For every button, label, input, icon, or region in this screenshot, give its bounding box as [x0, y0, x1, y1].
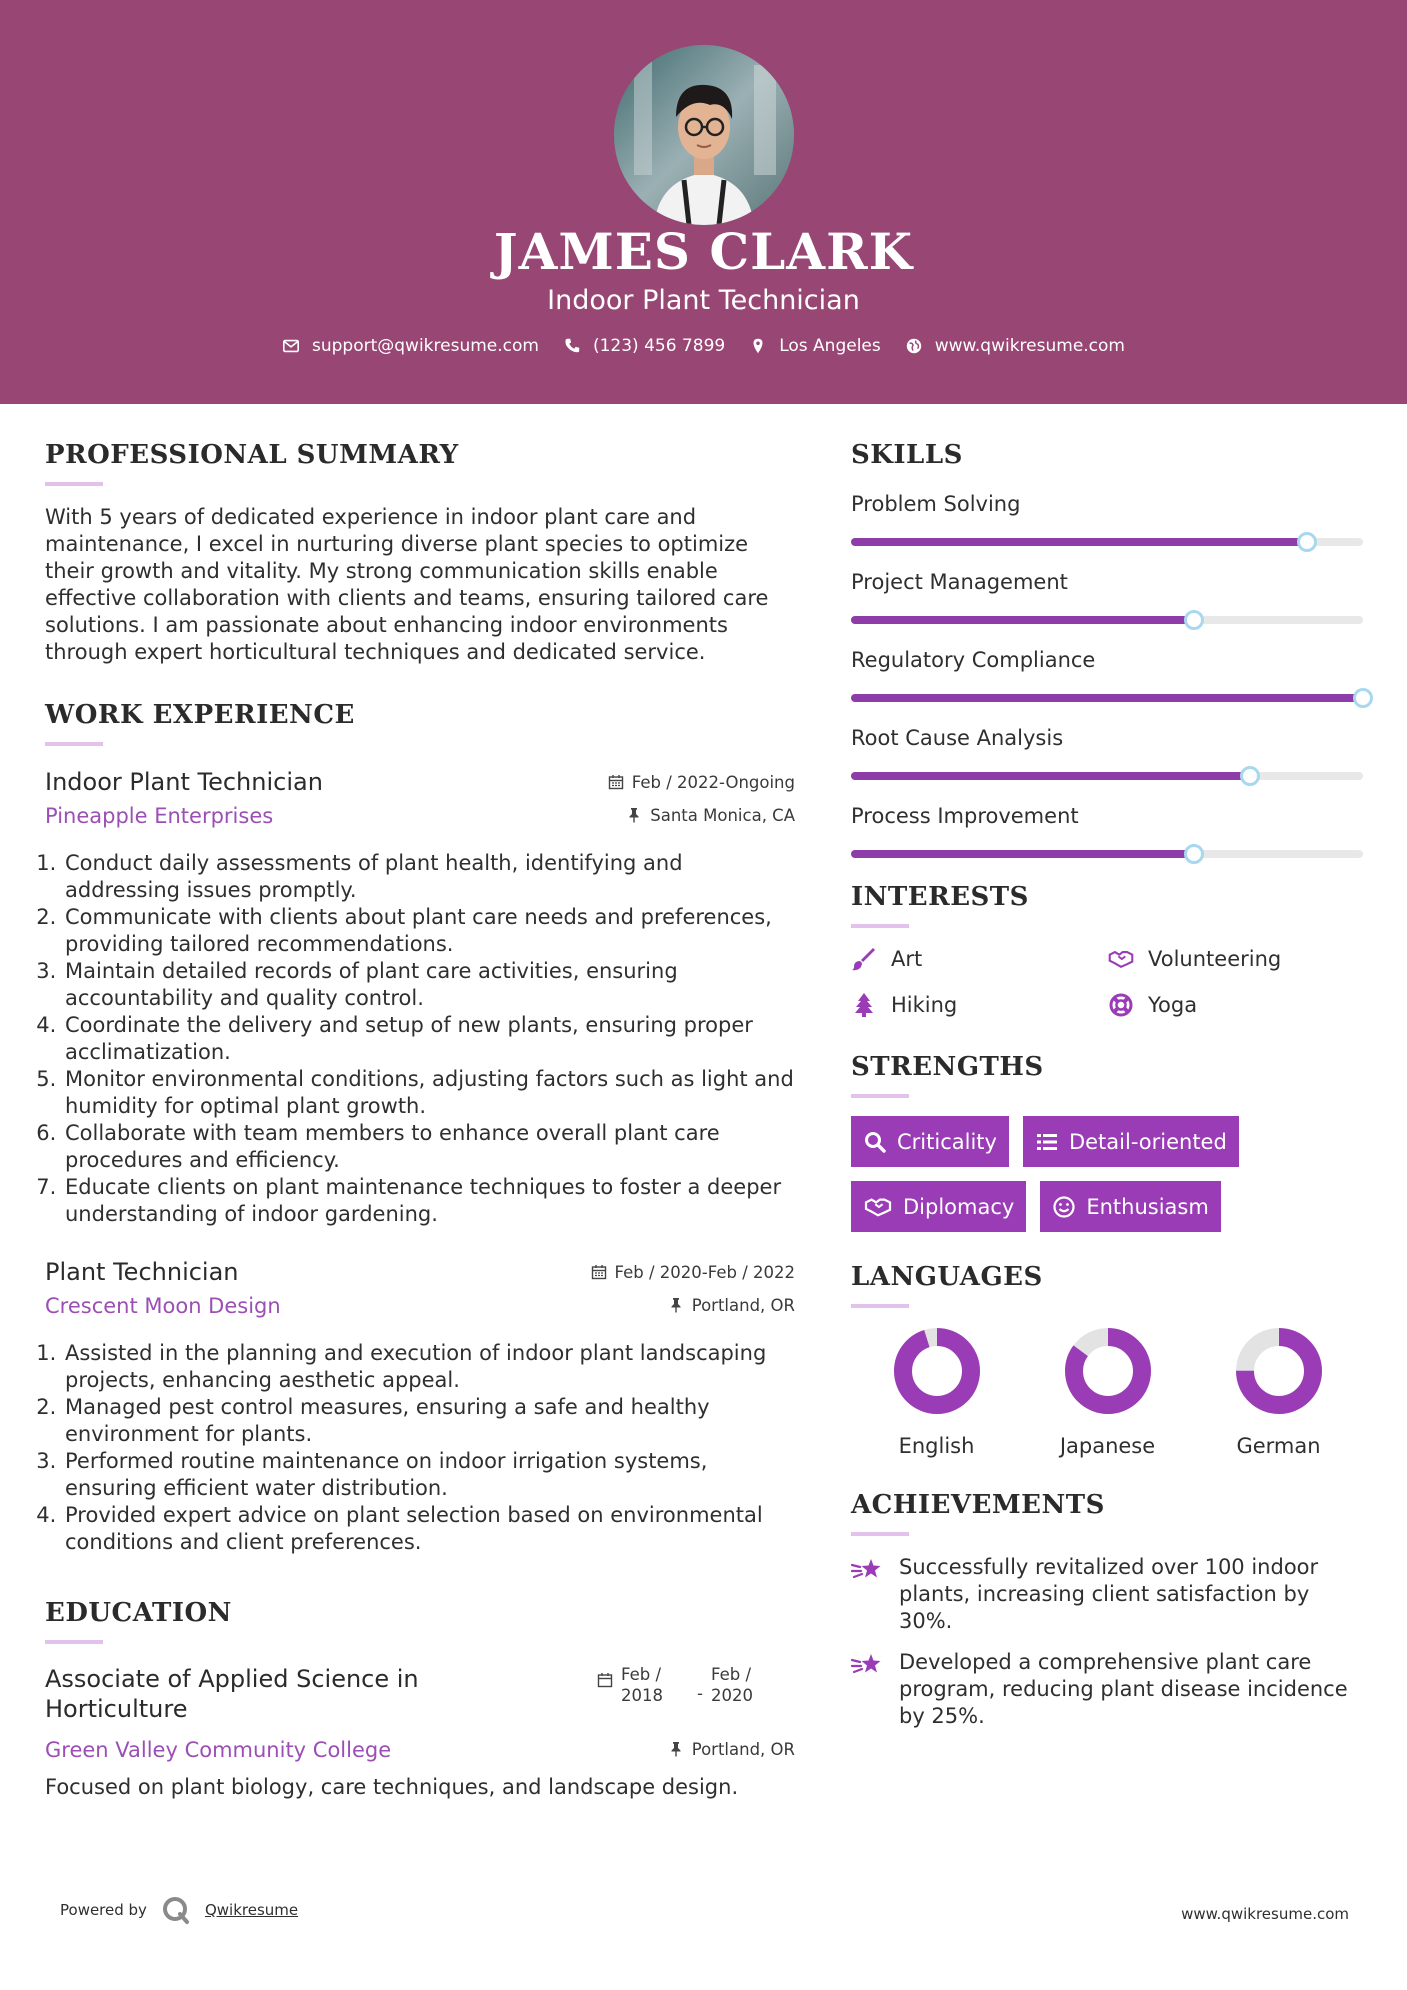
- duty-item: 2. Communicate with clients about plant care needs and preferences, providing tailored recommendations.: [63, 904, 795, 958]
- pushpin-icon: [668, 1297, 684, 1313]
- strengths-heading: STRENGTHS: [851, 1052, 1044, 1082]
- summary-text: With 5 years of dedicated experience in indoor plant care and maintenance, I excel in nurturing diverse plant species to optimize their growth and vitality. My strong communication skills enable effective collaboration with clients and teams, ensuring tailored care solutions. I am passionate about enhancing indoor environments through expert horticultural techniques and dedicated service.: [45, 505, 769, 664]
- calendar-icon: [608, 774, 624, 790]
- heading-underline: [851, 1532, 909, 1536]
- pushpin-icon: [626, 807, 642, 823]
- skill-knob: [1353, 688, 1373, 708]
- powered-by-text: Powered by: [60, 1901, 147, 1919]
- skill-label: Problem Solving: [851, 492, 1021, 516]
- strength-tag: [851, 1181, 1026, 1232]
- duty-item: 5. Monitor environmental conditions, adjusting factors such as light and humidity for optimal plant growth.: [63, 1066, 795, 1120]
- heading-underline: [45, 1640, 103, 1644]
- language-label: German: [1236, 1434, 1321, 1458]
- heading-underline: [851, 924, 909, 928]
- shooting-star-icon: [851, 1556, 883, 1584]
- experience-section: [45, 700, 795, 1556]
- education-location: [668, 1740, 795, 1759]
- edu-start-month: Feb /: [621, 1665, 662, 1684]
- interest-label: Art: [891, 947, 923, 971]
- duty-item: 1. Assisted in the planning and execution of indoor plant landscaping projects, enhancing aesthetic appeal.: [63, 1340, 795, 1394]
- heading-underline: [851, 1094, 909, 1098]
- strength-tag: [851, 1116, 1009, 1167]
- heading-underline: [45, 482, 103, 486]
- skill-knob: [1297, 532, 1317, 552]
- email-text: support@qwikresume.com: [312, 336, 539, 356]
- skill-bar: [851, 616, 1363, 624]
- job-date: [591, 1263, 795, 1282]
- achievement-item: [851, 1554, 1366, 1635]
- education-location-text: Portland, OR: [691, 1739, 795, 1759]
- contact-email[interactable]: [282, 336, 539, 356]
- skills-section: [851, 440, 1366, 858]
- achievement-item: [851, 1649, 1366, 1730]
- search-icon: [863, 1130, 887, 1154]
- skill-fill: [851, 850, 1194, 858]
- strength-tag: [1040, 1181, 1220, 1232]
- duty-item: 2. Managed pest control measures, ensuring a safe and healthy environment for plants.: [63, 1394, 795, 1448]
- strength-tags: [851, 1116, 1366, 1232]
- language-label: English: [898, 1434, 975, 1458]
- skill-label: Regulatory Compliance: [851, 648, 1096, 672]
- edu-dash: -: [697, 1684, 703, 1703]
- interests-grid: [851, 946, 1366, 1018]
- skill-item: [851, 804, 1366, 858]
- skill-label: Root Cause Analysis: [851, 726, 1064, 750]
- school-name: Green Valley Community College: [45, 1738, 392, 1762]
- skill-fill: [851, 772, 1250, 780]
- skill-knob: [1184, 844, 1204, 864]
- handshake-icon: [1108, 946, 1134, 972]
- envelope-icon: [282, 337, 300, 355]
- skill-bar: [851, 772, 1363, 780]
- contact-bar: [0, 336, 1407, 356]
- language-donut: [892, 1326, 982, 1416]
- qwikresume-logo-icon: [161, 1895, 191, 1925]
- job-location: [668, 1296, 795, 1315]
- resume-header: [0, 0, 1407, 404]
- degree-line: Associate of Applied Science in: [45, 1665, 419, 1693]
- skills-heading: SKILLS: [851, 440, 963, 470]
- candidate-title: Indoor Plant Technician: [547, 285, 860, 316]
- company-name: Crescent Moon Design: [45, 1294, 281, 1318]
- language-donut: [1234, 1326, 1324, 1416]
- job-location: [626, 806, 795, 825]
- skill-fill: [851, 694, 1363, 702]
- interest-label: Yoga: [1148, 993, 1198, 1017]
- duty-item: 4. Coordinate the delivery and setup of new plants, ensuring proper acclimatization.: [63, 1012, 795, 1066]
- language-item: [851, 1326, 1022, 1458]
- strength-label: Enthusiasm: [1086, 1194, 1209, 1219]
- language-item: [1022, 1326, 1193, 1458]
- smile-icon: [1052, 1195, 1076, 1219]
- duty-item: 6. Collaborate with team members to enhance overall plant care procedures and efficiency.: [63, 1120, 795, 1174]
- education-date: [597, 1664, 753, 1706]
- shooting-star-icon: [851, 1651, 883, 1679]
- edu-end: [711, 1664, 753, 1706]
- interest-item: [851, 992, 1108, 1018]
- footer-powered-by: [60, 1895, 298, 1925]
- job-location-text: Portland, OR: [691, 1295, 795, 1315]
- interest-item: [1108, 992, 1365, 1018]
- job-location-text: Santa Monica, CA: [650, 805, 795, 825]
- degree-line: Horticulture: [45, 1695, 188, 1723]
- edu-end-year: 2020: [711, 1686, 753, 1705]
- handshake-icon: [863, 1195, 893, 1219]
- language-donut: [1063, 1326, 1153, 1416]
- calendar-icon: [591, 1264, 607, 1280]
- language-item: [1193, 1326, 1364, 1458]
- phone-icon: [563, 337, 581, 355]
- degree-title: [45, 1664, 419, 1724]
- strength-label: Detail-oriented: [1068, 1129, 1227, 1154]
- experience-heading: WORK EXPERIENCE: [45, 700, 355, 730]
- strength-label: Diplomacy: [903, 1194, 1015, 1219]
- interests-section: [851, 882, 1366, 1018]
- skill-item: [851, 648, 1366, 702]
- skill-knob: [1240, 766, 1260, 786]
- skill-label: Project Management: [851, 570, 1068, 594]
- languages-section: [851, 1262, 1366, 1458]
- right-column: [851, 440, 1366, 1744]
- location-text: Los Angeles: [779, 336, 881, 356]
- globe-icon: [905, 337, 923, 355]
- skill-item: [851, 726, 1366, 780]
- website-text: www.qwikresume.com: [934, 336, 1125, 356]
- job-title: Plant Technician: [45, 1258, 239, 1286]
- job-entry: [45, 1258, 795, 1556]
- strength-tag: [1023, 1116, 1239, 1167]
- contact-location: [749, 336, 881, 356]
- interest-item: [1108, 946, 1365, 972]
- edu-end-month: Feb /: [711, 1665, 752, 1684]
- interests-heading: INTERESTS: [851, 882, 1029, 912]
- duty-item: 3. Performed routine maintenance on indoor irrigation systems, ensuring efficient water distribution.: [63, 1448, 795, 1502]
- achievements-heading: ACHIEVEMENTS: [851, 1490, 1105, 1520]
- skill-item: [851, 492, 1366, 546]
- job-date-text: Feb / 2022-Ongoing: [631, 772, 795, 792]
- pushpin-icon: [668, 1741, 684, 1757]
- job-date-text: Feb / 2020-Feb / 2022: [614, 1262, 795, 1282]
- summary-section: [45, 440, 795, 666]
- map-pin-icon: [749, 337, 767, 355]
- job-date: [608, 773, 795, 792]
- duty-item: 4. Provided expert advice on plant selection based on environmental conditions and client preferences.: [63, 1502, 795, 1556]
- skill-bar: [851, 694, 1363, 702]
- footer-website[interactable]: www.qwikresume.com: [1181, 1905, 1349, 1923]
- skills-list: [851, 492, 1366, 858]
- language-list: [851, 1326, 1366, 1458]
- paintbrush-icon: [851, 946, 877, 972]
- interest-label: Volunteering: [1148, 947, 1282, 971]
- skill-knob: [1184, 610, 1204, 630]
- languages-heading: LANGUAGES: [851, 1262, 1043, 1292]
- company-name: Pineapple Enterprises: [45, 804, 274, 828]
- summary-heading: PROFESSIONAL SUMMARY: [45, 440, 459, 470]
- duty-item: 3. Maintain detailed records of plant care activities, ensuring accountability and quality control.: [63, 958, 795, 1012]
- education-heading: EDUCATION: [45, 1598, 232, 1628]
- calendar-icon: [597, 1672, 613, 1688]
- interest-item: [851, 946, 1108, 972]
- education-description: Focused on plant biology, care techniques, and landscape design.: [45, 1775, 739, 1799]
- edu-start-year: 2018: [621, 1686, 664, 1705]
- language-label: Japanese: [1059, 1434, 1156, 1458]
- duty-item: 1. Conduct daily assessments of plant health, identifying and addressing issues promptly.: [63, 850, 795, 904]
- edu-start: [621, 1664, 663, 1706]
- job-title: Indoor Plant Technician: [45, 768, 323, 796]
- skill-label: Process Improvement: [851, 804, 1079, 828]
- achievements-section: [851, 1490, 1366, 1730]
- duty-list: [45, 1340, 795, 1556]
- qwikresume-link[interactable]: Qwikresume: [204, 1901, 299, 1919]
- skill-bar: [851, 538, 1363, 546]
- tree-icon: [851, 992, 877, 1018]
- list-icon: [1035, 1130, 1059, 1154]
- left-column: [45, 440, 795, 1801]
- duty-list: [45, 850, 795, 1228]
- lifering-icon: [1108, 992, 1134, 1018]
- skill-fill: [851, 538, 1307, 546]
- skill-item: [851, 570, 1366, 624]
- duty-item: 7. Educate clients on plant maintenance techniques to foster a deeper understanding of indoor gardening.: [63, 1174, 795, 1228]
- strengths-section: [851, 1052, 1366, 1232]
- strength-label: Criticality: [897, 1129, 997, 1154]
- skill-bar: [851, 850, 1363, 858]
- job-entry: [45, 768, 795, 1228]
- heading-underline: [45, 742, 103, 746]
- interest-label: Hiking: [891, 993, 958, 1017]
- skill-fill: [851, 616, 1194, 624]
- achievement-text: Successfully revitalized over 100 indoor plants, increasing client satisfaction by 30%.: [899, 1555, 1319, 1633]
- education-section: [45, 1598, 795, 1801]
- contact-website[interactable]: [905, 336, 1125, 356]
- candidate-name: JAMES CLARK: [493, 222, 914, 281]
- phone-text: (123) 456 7899: [592, 336, 726, 356]
- profile-photo: [614, 45, 794, 225]
- contact-phone[interactable]: [563, 336, 725, 356]
- heading-underline: [851, 1304, 909, 1308]
- achievement-text: Developed a comprehensive plant care program, reducing plant disease incidence by 25%.: [899, 1650, 1348, 1728]
